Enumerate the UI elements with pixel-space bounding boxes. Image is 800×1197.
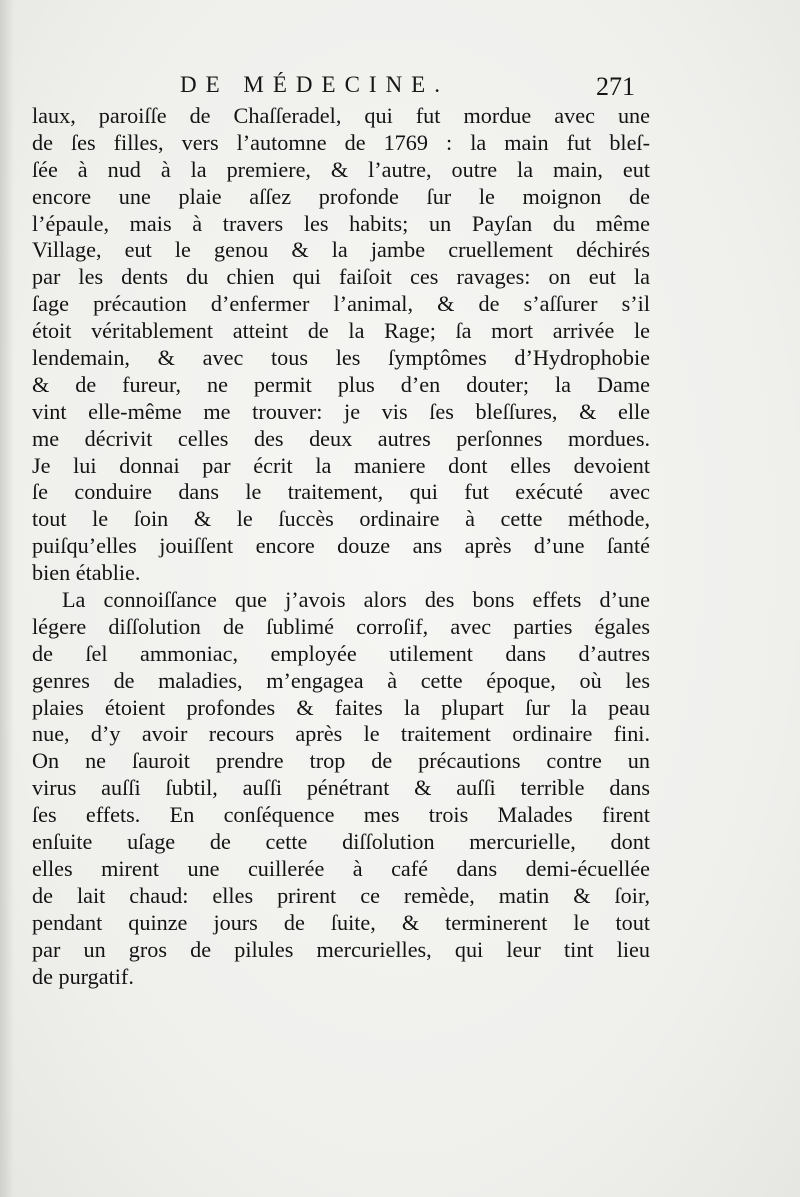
- body-text: [32, 103, 650, 990]
- text-line: de ſes filles, vers l’automne de 1769 : la main fut bleſ-: [32, 129, 650, 155]
- text-line: Je lui donnai par écrit la maniere dont elles devoient: [32, 452, 650, 478]
- text-line: virus auſſi ſubtil, auſſi pénétrant & auſſi terrible dans: [32, 775, 650, 801]
- text-line: On ne ſauroit prendre trop de précautions contre un: [32, 748, 650, 774]
- page-number: 271: [596, 72, 635, 101]
- text-line: ſes effets. En conſéquence mes trois Malades firent: [32, 802, 650, 828]
- text-line: lendemain, & avec tous les ſymptômes d’Hydrophobie: [32, 345, 650, 371]
- text-line: Village, eut le genou & la jambe cruellement déchirés: [32, 237, 650, 263]
- text-line: par les dents du chien qui faiſoit ces ravages: on eut la: [32, 264, 650, 290]
- text-line: de lait chaud: elles prirent ce remède, matin & ſoir,: [32, 882, 650, 908]
- text-line: & de fureur, ne permit plus d’en douter; la Dame: [32, 371, 650, 397]
- text-line: légere diſſolution de ſublimé corroſif, avec parties égales: [32, 613, 650, 639]
- text-line: La connoiſſance que j’avois alors des bons effets d’une: [62, 587, 650, 613]
- text-line: encore une plaie aſſez profonde ſur le moignon de: [32, 183, 650, 209]
- text-line: ſe conduire dans le traitement, qui fut exécuté avec: [32, 479, 650, 505]
- text-line: puiſqu’elles jouiſſent encore douze ans après d’une ſanté: [32, 533, 650, 559]
- text-line: nue, d’y avoir recours après le traitement ordinaire fini.: [32, 721, 650, 747]
- text-line: de ſel ammoniac, employée utilement dans d’autres: [32, 640, 650, 666]
- gutter-shadow: [0, 0, 14, 1197]
- text-line: enſuite uſage de cette diſſolution mercurielle, dont: [32, 829, 650, 855]
- paragraph-1: [32, 103, 650, 587]
- text-line: plaies étoient profondes & faites la plupart ſur la peau: [32, 694, 650, 720]
- text-line: tout le ſoin & le ſuccès ordinaire à cette méthode,: [32, 506, 650, 532]
- text-line: me décrivit celles des deux autres perſonnes mordues.: [32, 425, 650, 451]
- text-line: laux, paroiſſe de Chaſſeradel, qui fut mordue avec une: [32, 103, 650, 128]
- running-head: DE MÉDECINE.: [180, 72, 449, 97]
- text-line: ſée à nud à la premiere, & l’autre, outre la main, eut: [32, 156, 650, 182]
- page-header: [0, 64, 800, 104]
- text-line: elles mirent une cuillerée à café dans demi-écuellée: [32, 855, 650, 881]
- text-line: vint elle-même me trouver: je vis ſes bleſſures, & elle: [32, 398, 650, 424]
- paragraph-2: [32, 587, 650, 990]
- text-line: bien établie.: [32, 560, 141, 586]
- text-line: ſage précaution d’enfermer l’animal, & de s’aſſurer s’il: [32, 291, 650, 317]
- text-line: l’épaule, mais à travers les habits; un Payſan du même: [32, 210, 650, 236]
- text-line: de purgatif.: [32, 963, 134, 989]
- text-line: pendant quinze jours de ſuite, & terminerent le tout: [32, 909, 650, 935]
- text-line: par un gros de pilules mercurielles, qui leur tint lieu: [32, 936, 650, 962]
- text-line: étoit véritablement atteint de la Rage; ſa mort arrivée le: [32, 318, 650, 344]
- text-line: genres de maladies, m’engagea à cette époque, où les: [32, 667, 650, 693]
